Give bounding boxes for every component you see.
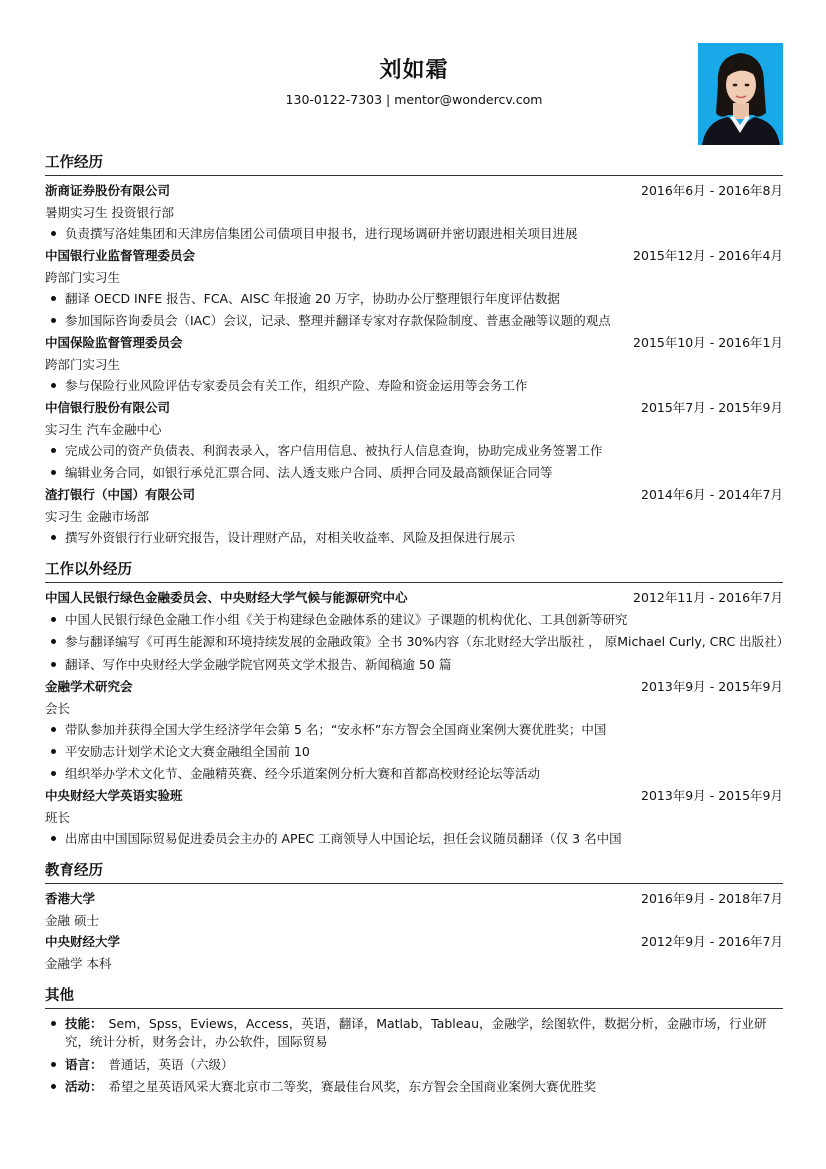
work-entry [45, 245, 783, 331]
section-title-work: 工作经历 [45, 152, 783, 176]
entry-bullet: 平安励志计划学术论文大赛金融组全国前 10 [45, 741, 783, 762]
other-text: 普通话，英语（六级） [108, 1057, 234, 1072]
entry-role: 跨部门实习生 [45, 357, 121, 372]
entry-date: 2016年9月 - 2018年7月 [641, 891, 783, 906]
entry-org: 中央财经大学英语实验班 [45, 788, 183, 803]
entry-bullet: 出席由中国国际贸易促进委员会主办的 APEC 工商领导人中国论坛，担任会议随员翻译（仅 3 名中国 [45, 828, 783, 849]
work-entry [45, 397, 783, 483]
education-entry [45, 931, 783, 974]
other-item-skills [45, 1013, 783, 1053]
work-entry [45, 484, 783, 548]
entry-bullet: 编辑业务合同，如银行承兑汇票合同、法人透支账户合同、质押合同及最高额保证合同等 [45, 462, 783, 483]
entry-date: 2012年11月 - 2016年7月 [633, 590, 783, 605]
other-label: 技能： [65, 1016, 103, 1031]
extra-entry [45, 587, 790, 675]
entry-bullet: 负责撰写洛娃集团和天津房信集团公司债项目申报书，进行现场调研并密切跟进相关项目进展 [45, 223, 783, 244]
entry-date: 2014年6月 - 2014年7月 [641, 487, 783, 502]
entry-org: 渣打银行（中国）有限公司 [45, 487, 196, 502]
entry-date: 2013年9月 - 2015年9月 [641, 679, 783, 694]
entry-bullet: 参加国际咨询委员会（IAC）会议，记录、整理并翻译专家对存款保险制度、普惠金融等议题的观点 [45, 310, 783, 331]
section-other [45, 985, 783, 1097]
entry-role: 实习生 金融市场部 [45, 509, 149, 524]
entry-role: 会长 [45, 701, 71, 716]
entry-org: 中国保险监督管理委员会 [45, 335, 183, 350]
entry-bullet: 翻译、写作中央财经大学金融学院官网英文学术报告、新闻稿逾 50 篇 [45, 654, 783, 675]
entry-bullet: 撰写外资银行行业研究报告，设计理财产品，对相关收益率、风险及担保进行展示 [45, 527, 783, 548]
entry-org: 香港大学 [45, 891, 96, 906]
entry-role: 金融学 本科 [45, 956, 112, 971]
entry-org: 中信银行股份有限公司 [45, 400, 171, 415]
entry-date: 2015年10月 - 2016年1月 [633, 335, 783, 350]
other-label: 活动： [65, 1079, 103, 1094]
other-text: 希望之星英语风采大赛北京市二等奖，赛最佳台风奖，东方智会全国商业案例大赛优胜奖 [108, 1079, 597, 1094]
entry-bullet: 参与翻译编写《可再生能源和环境持续发展的金融政策》全书 30%内容（东北财经大学出版社 ， 原Michael Curly, CRC 出版社） [45, 631, 783, 653]
entry-bullet: 翻译 OECD INFE 报告、FCA、AISC 年报逾 20 万字，协助办公厅整理银行年度评估数据 [45, 288, 783, 309]
section-education [45, 860, 783, 974]
entry-role: 班长 [45, 810, 71, 825]
entry-bullet: 带队参加并获得全国大学生经济学年会第 5 名；“安永杯”东方智会全国商业案例大赛优胜奖；中国 [45, 719, 783, 740]
contact-info: 130-0122-7303 | mentor@wondercv.com [285, 92, 543, 107]
work-entry [45, 180, 783, 244]
entry-org: 中央财经大学 [45, 934, 121, 949]
education-entry [45, 888, 783, 931]
entry-org: 中国银行业监督管理委员会 [45, 248, 196, 263]
entry-bullet: 组织举办学术文化节、金融精英赛、经今乐道案例分析大赛和首都高校财经论坛等活动 [45, 763, 783, 784]
section-extra [45, 559, 790, 849]
extra-entry [45, 676, 783, 784]
profile-photo [698, 43, 783, 145]
resume-content [45, 152, 790, 1108]
other-item-activities [45, 1076, 783, 1097]
entry-date: 2015年12月 - 2016年4月 [633, 248, 783, 263]
entry-role: 实习生 汽车金融中心 [45, 422, 162, 437]
entry-bullet: 中国人民银行绿色金融工作小组《关于构建绿色金融体系的建议》子课题的机构优化、工具创新等研究 [45, 609, 783, 630]
entry-date: 2016年6月 - 2016年8月 [641, 183, 783, 198]
other-text: Sem，Spss，Eviews，Access，英语，翻译，Matlab，Tableau，金融学，绘图软件，数据分析，金融市场，行业研究，统计分析，财务会计，办公软件，国际贸易 [65, 1016, 767, 1049]
entry-date: 2013年9月 - 2015年9月 [641, 788, 783, 803]
entry-date: 2012年9月 - 2016年7月 [641, 934, 783, 949]
candidate-name: 刘如霜 [379, 58, 449, 83]
entry-bullet: 参与保险行业风险评估专家委员会有关工作，组织产险、寿险和资金运用等会务工作 [45, 375, 783, 396]
entry-org: 浙商证券股份有限公司 [45, 183, 171, 198]
section-title-other: 其他 [45, 985, 783, 1009]
section-title-extra: 工作以外经历 [45, 559, 783, 583]
entry-date: 2015年7月 - 2015年9月 [641, 400, 783, 415]
entry-role: 跨部门实习生 [45, 270, 121, 285]
work-entry [45, 332, 783, 396]
entry-org: 金融学术研究会 [45, 679, 133, 694]
entry-role: 金融 硕士 [45, 913, 99, 928]
entry-org: 中国人民银行绿色金融委员会、中央财经大学气候与能源研究中心 [45, 590, 408, 605]
section-title-education: 教育经历 [45, 860, 783, 884]
other-item-language [45, 1054, 783, 1075]
section-work [45, 152, 783, 548]
entry-bullet: 完成公司的资产负债表、利润表录入，客户信用信息、被执行人信息查询，协助完成业务签署工作 [45, 440, 783, 461]
entry-role: 暑期实习生 投资银行部 [45, 205, 174, 220]
extra-entry [45, 785, 783, 849]
other-label: 语言： [65, 1057, 103, 1072]
profile-photo-image [698, 43, 783, 145]
